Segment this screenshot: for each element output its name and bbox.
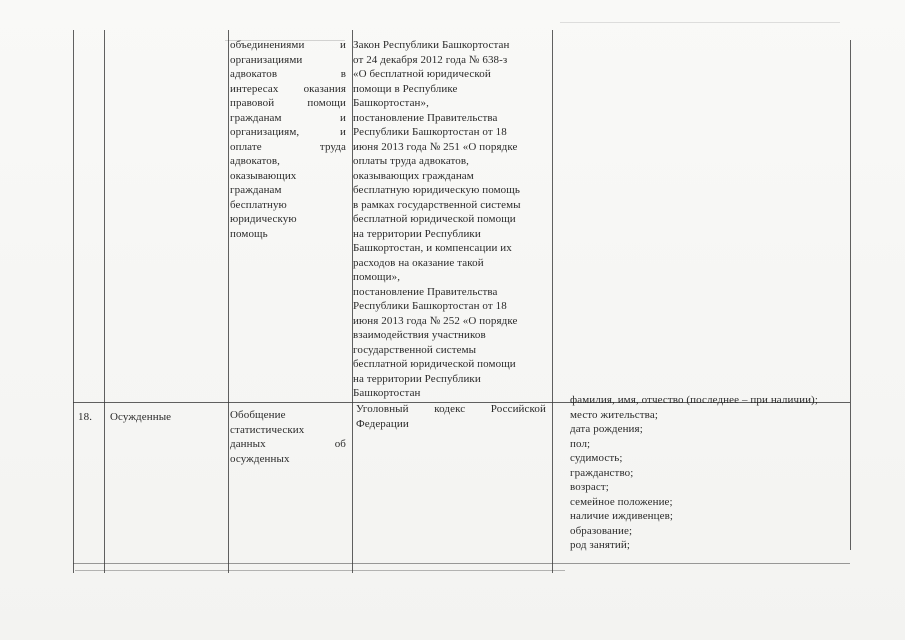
text-line: постановление Правительства [353,285,498,298]
text-line-word: правовой [230,97,275,109]
text-line [230,408,346,423]
text-line-word: юридическую [230,213,297,225]
text-line [230,111,346,126]
scan-artifact-line [560,22,840,23]
list-item: фамилия, имя, отчество (последнее – при наличии); [570,394,818,406]
text-line: «О бесплатной юридической [353,68,491,80]
text-line-word: и [340,126,346,138]
text-line-word: и [340,39,346,51]
list-item: возраст; [570,481,609,493]
text-line [230,96,346,111]
text-line-word: адвокатов, [230,155,280,167]
text-line [230,227,346,242]
text-line-word: гражданам [230,184,282,196]
subject-category: Осужденные [110,411,172,423]
prev-row-legal-basis-cell [353,38,549,401]
text-line-word: в [340,68,346,80]
text-line-word: статистических [230,423,305,436]
text-line: в рамках государственной системы [353,198,521,211]
list-item: пол; [570,437,591,450]
text-line [230,437,346,452]
text-line-word: труда [319,140,346,153]
text-line [356,402,546,417]
text-line: на территории Республики [353,227,481,240]
text-line: оплаты труда адвокатов, [353,155,470,167]
text-line [230,212,346,227]
text-line: Республики Башкортостан от 18 [353,126,507,138]
text-line: от 24 декабря 2012 года № 638-з [353,53,508,66]
text-line [230,82,346,97]
text-line-word: помощи [307,97,346,109]
text-line [230,198,346,213]
text-line: взаимодействия участников [353,329,486,341]
text-line: оказывающих гражданам [353,169,474,182]
text-line-word: Уголовный [356,403,409,415]
text-line-word: объединениями [230,39,305,51]
text-line [230,67,346,82]
text-line: государственной системы [353,343,477,356]
text-line: на территории Республики [353,372,481,385]
legal-basis-cell [356,402,546,431]
text-line-word: помощь [230,227,268,240]
row-number: 18. [78,411,93,423]
text-line-word: Обобщение [230,409,286,421]
list-item: судимость; [570,452,623,464]
text-line-word: бесплатную [230,198,287,211]
text-line [230,53,346,68]
text-line-word: адвокатов [230,68,278,80]
prev-row-purpose-cell [230,38,346,241]
text-line: бесплатной юридической помощи [353,358,516,370]
list-item: семейное положение; [570,495,673,508]
processing-purpose-cell [230,408,346,466]
text-line [230,125,346,140]
text-line-word: оказывающих [230,169,297,182]
list-item: гражданство; [570,466,634,479]
text-line: июня 2013 года № 251 «О порядке [353,140,518,153]
list-item: дата рождения; [570,423,643,435]
text-line: бесплатную юридическую помощь [353,184,520,196]
text-line-word: оказания [303,82,346,95]
list-item: род занятий; [570,539,631,551]
text-line-word: организациями [230,53,303,66]
text-line: июня 2013 года № 252 «О порядке [353,314,518,327]
text-line: Башкортостан, и компенсации их [353,242,512,254]
text-line [356,417,546,432]
list-item: место жительства; [570,408,658,421]
text-line: помощи», [353,271,401,283]
text-line-word: интересах [230,82,279,95]
text-line-word: организациям, [230,126,300,138]
text-line: Башкортостан», [353,97,429,109]
text-line: бесплатной юридической помощи [353,213,516,225]
text-line-word: осужденных [230,452,290,465]
list-item: наличие иждивенцев; [570,510,674,522]
text-line-word: Российской [490,403,546,415]
text-line-word: данных [230,438,266,450]
text-line-word: кодекс [434,403,466,415]
text-line: постановление Правительства [353,111,498,124]
text-line-word: об [334,438,346,450]
text-line: Закон Республики Башкортостан [353,39,510,51]
text-line [230,423,346,438]
text-line: Республики Башкортостан от 18 [353,300,507,312]
text-line-word: оплате [230,140,262,153]
text-line [230,169,346,184]
personal-data-list-cell [570,393,846,553]
text-line [230,183,346,198]
text-line: Башкортостан [353,387,421,399]
text-line: расходов на оказание такой [353,256,484,269]
text-line [230,154,346,169]
list-item: образование; [570,524,633,537]
text-line-word: и [340,111,346,124]
text-line-word: гражданам [230,111,282,124]
text-line [230,140,346,155]
text-line [230,38,346,53]
text-line [230,452,346,467]
text-line: помощи в Республике [353,82,458,95]
text-line-word: Федерации [356,417,409,430]
